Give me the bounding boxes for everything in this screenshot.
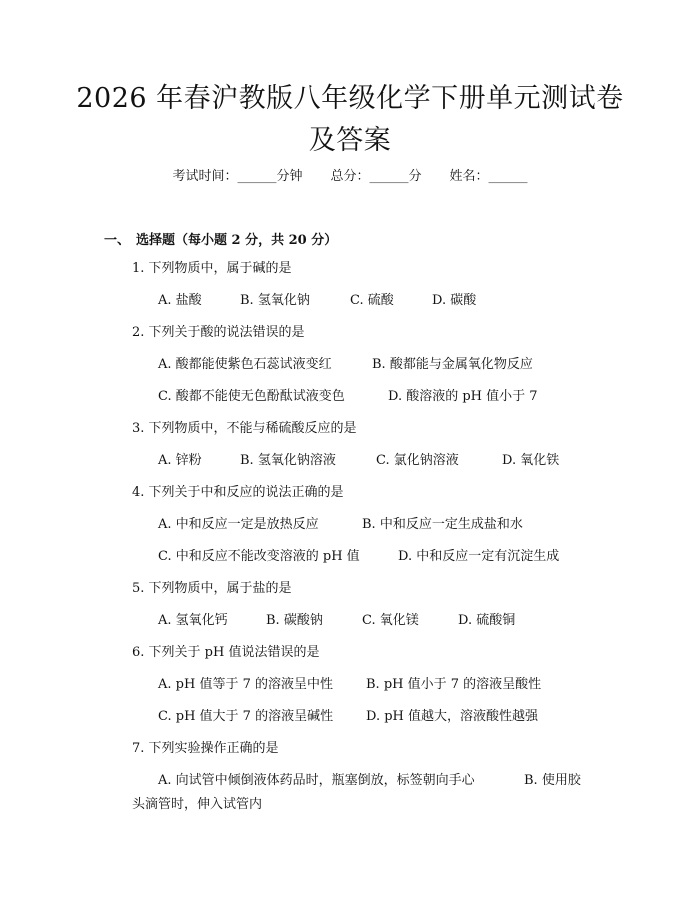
option: A. 中和反应一定是放热反应 <box>158 517 319 532</box>
exam-time: 考试时间：______分钟 <box>172 169 303 184</box>
option: D. 氧化铁 <box>502 453 560 468</box>
option: D. 碳酸 <box>432 293 477 308</box>
exam-meta <box>0 166 700 188</box>
section-label: 选择题（每小题 2 分，共 20 分） <box>136 233 338 248</box>
option: C. 氧化镁 <box>362 613 419 628</box>
question-options <box>158 450 559 472</box>
question-stem: 2. 下列关于酸的说法错误的是 <box>132 325 305 340</box>
exam-student-name: 姓名：______ <box>449 169 528 184</box>
exam-total-score: 总分：______分 <box>330 169 422 184</box>
option: A. 酸都能使紫色石蕊试液变红 <box>158 357 332 372</box>
question-options <box>158 674 541 696</box>
option: B. 使用胶 <box>524 773 581 788</box>
question-stem: 6. 下列关于 pH 值说法错误的是 <box>132 645 320 660</box>
question-options <box>158 514 523 536</box>
section-heading <box>104 230 337 252</box>
document-title <box>60 78 640 162</box>
question-stem: 1. 下列物质中，属于碱的是 <box>132 261 292 276</box>
question-options <box>158 386 538 408</box>
option: A. 盐酸 <box>158 293 202 308</box>
option: B. 碳酸钠 <box>266 613 323 628</box>
question-stem: 4. 下列关于中和反应的说法正确的是 <box>132 485 344 500</box>
section-number: 一、 <box>104 233 131 248</box>
option: B. pH 值小于 7 的溶液呈酸性 <box>366 677 542 692</box>
option: D. 硫酸铜 <box>458 613 516 628</box>
option: D. pH 值越大，溶液酸性越强 <box>366 709 539 724</box>
option: C. pH 值大于 7 的溶液呈碱性 <box>158 709 334 724</box>
option: B. 中和反应一定生成盐和水 <box>362 517 523 532</box>
question-options <box>158 706 538 728</box>
option: D. 酸溶液的 pH 值小于 7 <box>388 389 538 404</box>
option: A. pH 值等于 7 的溶液呈中性 <box>158 677 333 692</box>
option: C. 酸都不能使无色酚酞试液变色 <box>158 389 345 404</box>
option: C. 硫酸 <box>350 293 394 308</box>
option: C. 氯化钠溶液 <box>376 453 459 468</box>
option: A. 锌粉 <box>158 453 202 468</box>
option: C. 中和反应不能改变溶液的 pH 值 <box>158 549 360 564</box>
question-options <box>158 610 515 632</box>
option: B. 氢氧化钠溶液 <box>240 453 336 468</box>
question-stem: 5. 下列物质中，属于盐的是 <box>132 581 292 596</box>
title-line-2: 及答案 <box>308 125 392 156</box>
option: B. 氢氧化钠 <box>240 293 310 308</box>
option: B. 酸都能与金属氧化物反应 <box>372 357 533 372</box>
question-options <box>158 770 581 792</box>
option: D. 中和反应一定有沉淀生成 <box>398 549 560 564</box>
option-continuation: 头滴管时，伸入试管内 <box>132 797 263 812</box>
question-stem: 7. 下列实验操作正确的是 <box>132 741 279 756</box>
question-stem: 3. 下列物质中，不能与稀硫酸反应的是 <box>132 421 357 436</box>
question-options <box>158 546 559 568</box>
title-line-1: 2026 年春沪教版八年级化学下册单元测试卷 <box>76 83 624 114</box>
option: A. 向试管中倾倒液体药品时，瓶塞倒放，标签朝向手心 <box>158 773 475 788</box>
question-options <box>158 354 533 376</box>
option: A. 氢氧化钙 <box>158 613 228 628</box>
question-options <box>158 290 476 312</box>
